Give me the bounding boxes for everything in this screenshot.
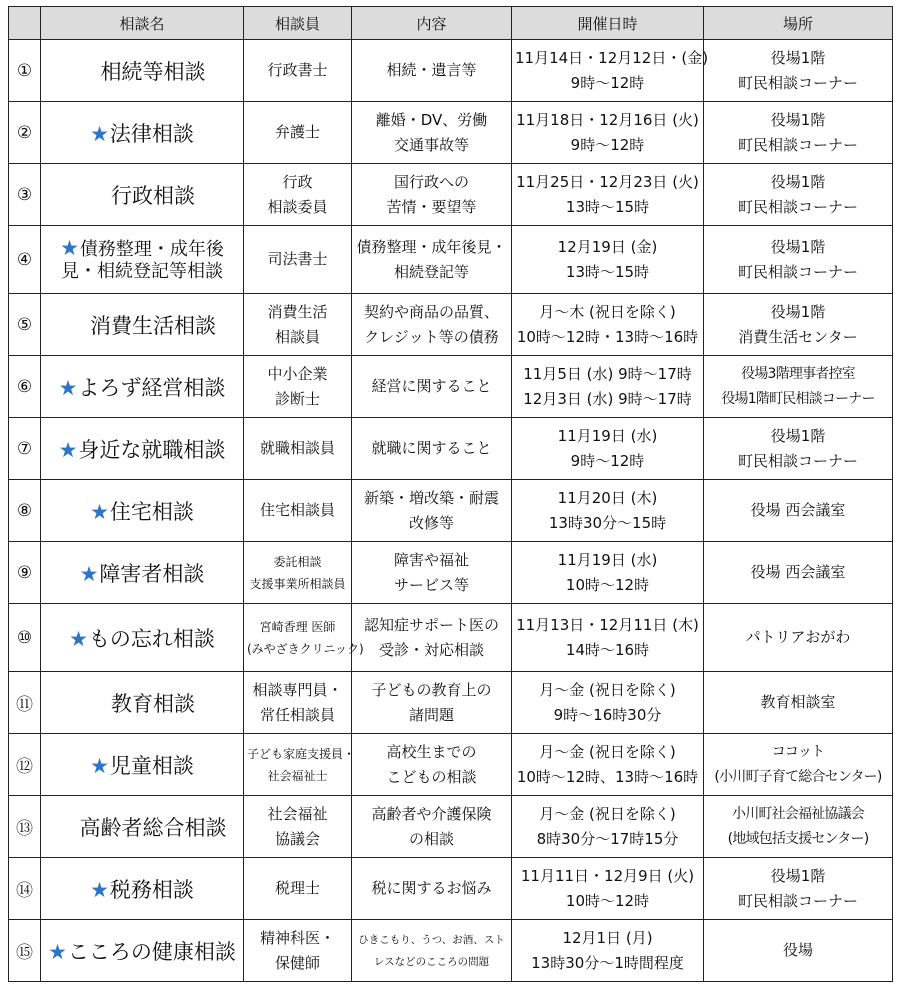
row-number: ⑫ [9, 734, 41, 796]
staff-line: 相談委員 [267, 197, 328, 216]
star-icon: ★ [90, 753, 109, 778]
staff-cell [244, 796, 352, 858]
content-cell [352, 40, 512, 102]
content-line: 高校生までの [386, 742, 477, 761]
consultation-name [41, 40, 244, 102]
row-number: ⑤ [9, 294, 41, 356]
place-line: 町民相談コーナー [737, 891, 858, 910]
date-line: 11月20日 (木) [557, 488, 658, 507]
place-cell [704, 40, 893, 102]
staff-line: 診断士 [274, 389, 320, 408]
date-line: 11月5日 (水) 9時～17時 [523, 364, 692, 383]
staff-line: (みやざきクリニック) [247, 641, 364, 656]
header-content: 内容 [352, 7, 512, 40]
date-line: 13時30分～1時間程度 [531, 953, 684, 972]
staff-line: 精神科医・ [259, 928, 335, 947]
content-cell [352, 164, 512, 226]
place-line: 消費生活センター [738, 327, 858, 346]
staff-line: 相談員 [274, 327, 320, 346]
place-cell [704, 542, 893, 604]
place-cell [704, 480, 893, 542]
date-line: 月～金 (祝日を除く) [539, 804, 676, 823]
staff-line: 子ども家庭支援員・ [247, 746, 356, 761]
date-time-cell [512, 672, 704, 734]
content-line: ひきこもり、うつ、お酒、スト [358, 933, 505, 946]
date-time-cell [512, 858, 704, 920]
consultation-name [41, 226, 244, 294]
table-row [9, 102, 893, 164]
row-number: ⑭ [9, 858, 41, 920]
place-line: 町民相談コーナー [737, 135, 858, 154]
consultation-name-text: 行政相談 [111, 183, 195, 208]
staff-line: 支援事業所相談員 [249, 576, 346, 591]
table-row [9, 480, 893, 542]
consultation-name [41, 734, 244, 796]
staff-cell [244, 164, 352, 226]
consultation-name [41, 858, 244, 920]
staff-line: 行政書士 [267, 61, 328, 79]
place-line: 教育相談室 [760, 693, 836, 711]
header-consultation-name: 相談名 [41, 7, 244, 40]
star-icon: ★ [58, 437, 78, 462]
staff-line: 中小企業 [267, 364, 328, 383]
place-cell [704, 226, 893, 294]
content-line: 受診・対応相談 [378, 640, 484, 659]
table-row [9, 294, 893, 356]
date-line: 9時～12時 [570, 73, 645, 92]
content-line: 経営に関すること [371, 377, 492, 395]
place-line: (小川町子育て総合センター) [714, 768, 882, 785]
place-cell [704, 672, 893, 734]
table-row [9, 418, 893, 480]
date-line: 11月14日・12月12日・(金) [515, 48, 709, 67]
row-number: ① [9, 40, 41, 102]
staff-cell [244, 102, 352, 164]
date-time-cell [512, 920, 704, 982]
staff-line: 常任相談員 [259, 705, 335, 724]
date-line: 10時～12時 [565, 891, 650, 910]
date-line: 10時～12時・13時～16時 [516, 327, 699, 346]
date-time-cell [512, 226, 704, 294]
date-line: 11月25日・12月23日 (火) [516, 172, 699, 191]
date-line: 11月11日・12月9日 (火) [520, 866, 695, 885]
date-line: 10時～12時、13時～16時 [516, 767, 699, 786]
content-cell [352, 418, 512, 480]
staff-cell [244, 604, 364, 672]
consultation-name-text: もの忘れ相談 [88, 626, 215, 651]
header-place: 場所 [704, 7, 893, 40]
content-line: 債務整理・成年後見・ [356, 237, 507, 256]
staff-line: 相談専門員・ [252, 680, 343, 699]
content-line: 諸問題 [408, 705, 454, 724]
consultation-name-text: よろず経営相談 [78, 375, 226, 400]
staff-line: 司法書士 [267, 250, 328, 268]
table-row [9, 796, 893, 858]
table-row [9, 858, 893, 920]
content-line: 離婚・DV、労働 [375, 110, 488, 129]
place-cell [704, 164, 893, 226]
consultation-name [41, 920, 244, 982]
staff-cell [244, 858, 352, 920]
date-line: 13時30分～15時 [548, 513, 667, 532]
place-cell [704, 604, 893, 672]
staff-cell [244, 920, 352, 982]
date-time-cell [512, 604, 704, 672]
table-row [9, 672, 893, 734]
place-line: 役場1階 [770, 110, 826, 129]
staff-line: 宮崎香理 医師 [259, 619, 336, 634]
date-time-cell [512, 164, 704, 226]
place-line: 町民相談コーナー [737, 262, 858, 281]
consultation-name-text: 住宅相談 [109, 499, 194, 524]
consultation-name [41, 796, 244, 858]
row-number: ⑨ [9, 542, 41, 604]
content-line: 改修等 [408, 513, 454, 532]
date-line: 13時～15時 [565, 197, 650, 216]
date-line: 12月1日 (月) [562, 928, 653, 947]
row-number: ② [9, 102, 41, 164]
content-line: サービス等 [393, 575, 469, 594]
date-line: 月～金 (祝日を除く) [539, 680, 676, 699]
content-cell [352, 604, 512, 672]
content-cell [352, 102, 512, 164]
place-line: 役場1階 [770, 426, 826, 445]
consultation-name-text: 教育相談 [111, 691, 195, 716]
content-line: クレジット等の債務 [364, 327, 499, 346]
place-cell [704, 356, 893, 418]
row-number: ⑬ [9, 796, 41, 858]
row-number: ⑥ [9, 356, 41, 418]
content-line: 高齢者や介護保険 [371, 804, 492, 823]
content-line: こどもの相談 [386, 767, 477, 786]
place-line: 町民相談コーナー [737, 73, 858, 92]
content-line: 交通事故等 [393, 135, 469, 154]
content-line: 苦情・要望等 [386, 197, 477, 216]
row-number: ④ [9, 226, 41, 294]
consultation-name [41, 418, 244, 480]
place-line: 役場1階 [770, 172, 826, 191]
date-time-cell [512, 356, 704, 418]
place-line: (地域包括支援センター) [727, 830, 869, 847]
place-line: ココット [771, 743, 825, 760]
table-row [9, 920, 893, 982]
content-line: の相談 [408, 829, 454, 848]
date-line: 10時～12時 [565, 575, 650, 594]
date-line: 月～木 (祝日を除く) [539, 302, 676, 321]
header-date-time: 開催日時 [512, 7, 704, 40]
date-time-cell [512, 418, 704, 480]
content-cell [352, 480, 512, 542]
content-line: 税に関するお悩み [371, 879, 492, 897]
date-time-cell [512, 542, 704, 604]
staff-cell [244, 294, 352, 356]
staff-line: 税理士 [274, 879, 320, 897]
date-time-cell [512, 480, 704, 542]
content-cell [352, 542, 512, 604]
table-row [9, 542, 893, 604]
date-line: 9時～16時30分 [553, 705, 662, 724]
star-icon: ★ [60, 235, 79, 260]
consultation-name-text: 税務相談 [109, 877, 194, 902]
star-icon: ★ [90, 121, 109, 146]
row-number: ⑪ [9, 672, 41, 734]
consultation-name-text: 障害者相談 [99, 561, 205, 586]
row-number: ⑦ [9, 418, 41, 480]
date-time-cell [512, 102, 704, 164]
staff-line: 協議会 [274, 829, 320, 848]
content-line: 国行政への [393, 172, 469, 191]
place-cell [704, 920, 893, 982]
consultation-name-text: 高齢者総合相談 [79, 815, 227, 840]
consultation-name-text: こころの健康相談 [67, 939, 236, 964]
place-line: 役場1階 [770, 48, 826, 67]
date-line: 9時～12時 [570, 135, 645, 154]
content-cell [352, 226, 512, 294]
content-line: 相続登記等 [393, 262, 469, 281]
staff-cell [244, 356, 352, 418]
place-cell [704, 858, 893, 920]
staff-line: 行政 [282, 172, 313, 191]
staff-line: 委託相談 [273, 554, 322, 569]
consultation-name-text: 児童相談 [109, 753, 194, 778]
content-cell [352, 858, 512, 920]
date-line: 9時～12時 [570, 451, 645, 470]
consultation-name [41, 672, 244, 734]
place-line: 小川町社会福祉協議会 [732, 805, 864, 822]
content-cell [352, 734, 512, 796]
row-number: ③ [9, 164, 41, 226]
date-line: 11月19日 (水) [557, 426, 658, 445]
staff-line: 社会福祉 [267, 804, 328, 823]
staff-cell [244, 40, 352, 102]
staff-line: 就職相談員 [259, 439, 335, 457]
content-line: 認知症サポート医の [363, 615, 499, 634]
star-icon: ★ [90, 877, 109, 902]
content-line: レスなどのこころの問題 [373, 955, 490, 968]
place-cell [704, 796, 893, 858]
content-cell [352, 356, 512, 418]
staff-cell [244, 542, 352, 604]
header-staff: 相談員 [244, 7, 352, 40]
staff-line: 社会福祉士 [267, 768, 328, 783]
table-row [9, 356, 893, 418]
staff-cell [244, 418, 352, 480]
content-line: 相続・遺言等 [386, 61, 477, 79]
consultation-name [41, 604, 244, 672]
star-icon: ★ [90, 499, 109, 524]
place-line: 役場 西会議室 [750, 563, 846, 581]
staff-line: 住宅相談員 [259, 501, 335, 519]
place-line: 役場3階理事者控室 [741, 365, 855, 382]
date-line: 8時30分～17時15分 [536, 829, 679, 848]
consultation-name-text: 法律相談 [109, 121, 194, 146]
date-time-cell [512, 294, 704, 356]
table-row [9, 164, 893, 226]
star-icon: ★ [58, 375, 78, 400]
consultation-name-text: 消費生活相談 [90, 313, 216, 338]
staff-line: 消費生活 [267, 302, 328, 321]
place-cell [704, 102, 893, 164]
staff-cell [244, 226, 352, 294]
consultation-name [41, 480, 244, 542]
date-line: 11月19日 (水) [557, 550, 658, 569]
staff-cell [244, 480, 352, 542]
place-line: 役場 [782, 941, 813, 959]
date-line: 月～金 (祝日を除く) [539, 742, 676, 761]
date-line: 13時～15時 [565, 262, 650, 281]
staff-line: 弁護士 [274, 123, 320, 141]
star-icon: ★ [48, 939, 67, 964]
consultation-name-text: 身近な就職相談 [78, 437, 226, 462]
content-cell [352, 920, 512, 982]
date-time-cell [512, 40, 709, 102]
place-line: 町民相談コーナー [737, 451, 858, 470]
table-row [9, 604, 893, 672]
row-number: ⑧ [9, 480, 41, 542]
staff-cell [244, 672, 352, 734]
date-time-cell [512, 796, 704, 858]
header-row [9, 7, 893, 40]
row-number: ⑩ [9, 604, 41, 672]
place-line: 役場1階 [770, 302, 826, 321]
date-line: 12月19日 (金) [557, 237, 658, 256]
star-icon: ★ [79, 561, 99, 586]
content-cell [352, 294, 512, 356]
date-line: 14時～16時 [565, 640, 650, 659]
content-cell [352, 672, 512, 734]
date-line: 12月3日 (水) 9時～17時 [523, 389, 692, 408]
consultation-name-text: 相続等相談 [100, 59, 206, 84]
place-line: 町民相談コーナー [737, 197, 858, 216]
content-line: 就職に関すること [371, 439, 492, 457]
table-row [9, 40, 893, 102]
table-body [9, 40, 893, 982]
star-icon: ★ [69, 626, 88, 651]
date-line: 11月18日・12月16日 (火) [516, 110, 699, 129]
consultation-name [41, 102, 244, 164]
place-cell [704, 294, 893, 356]
place-line: 役場1階 [770, 866, 826, 885]
place-cell [704, 734, 893, 796]
place-line: 役場 西会議室 [750, 501, 846, 519]
date-time-cell [512, 734, 704, 796]
place-cell [704, 418, 893, 480]
content-line: 子どもの教育上の [371, 680, 492, 699]
consultation-table [8, 6, 893, 982]
consultation-name [41, 356, 244, 418]
header-number [9, 7, 41, 40]
place-line: 役場1階町民相談コーナー [721, 390, 875, 407]
table-row [9, 226, 893, 294]
content-line: 障害や福祉 [393, 550, 469, 569]
place-line: 役場1階 [770, 237, 826, 256]
row-number: ⑮ [9, 920, 41, 982]
consultation-name [41, 542, 244, 604]
content-line: 契約や商品の品質、 [363, 302, 499, 321]
content-line: 新築・増改築・耐震 [363, 488, 499, 507]
staff-line: 保健師 [274, 953, 320, 972]
consultation-name-text: 債務整理・成年後見・相続登記等相談 [61, 238, 224, 282]
consultation-name [41, 164, 244, 226]
place-line: パトリアおがわ [745, 628, 851, 646]
date-line: 11月13日・12月11日 (木) [516, 615, 699, 634]
table-row [9, 734, 893, 796]
consultation-name [41, 294, 244, 356]
content-cell [352, 796, 512, 858]
staff-cell [244, 734, 356, 796]
